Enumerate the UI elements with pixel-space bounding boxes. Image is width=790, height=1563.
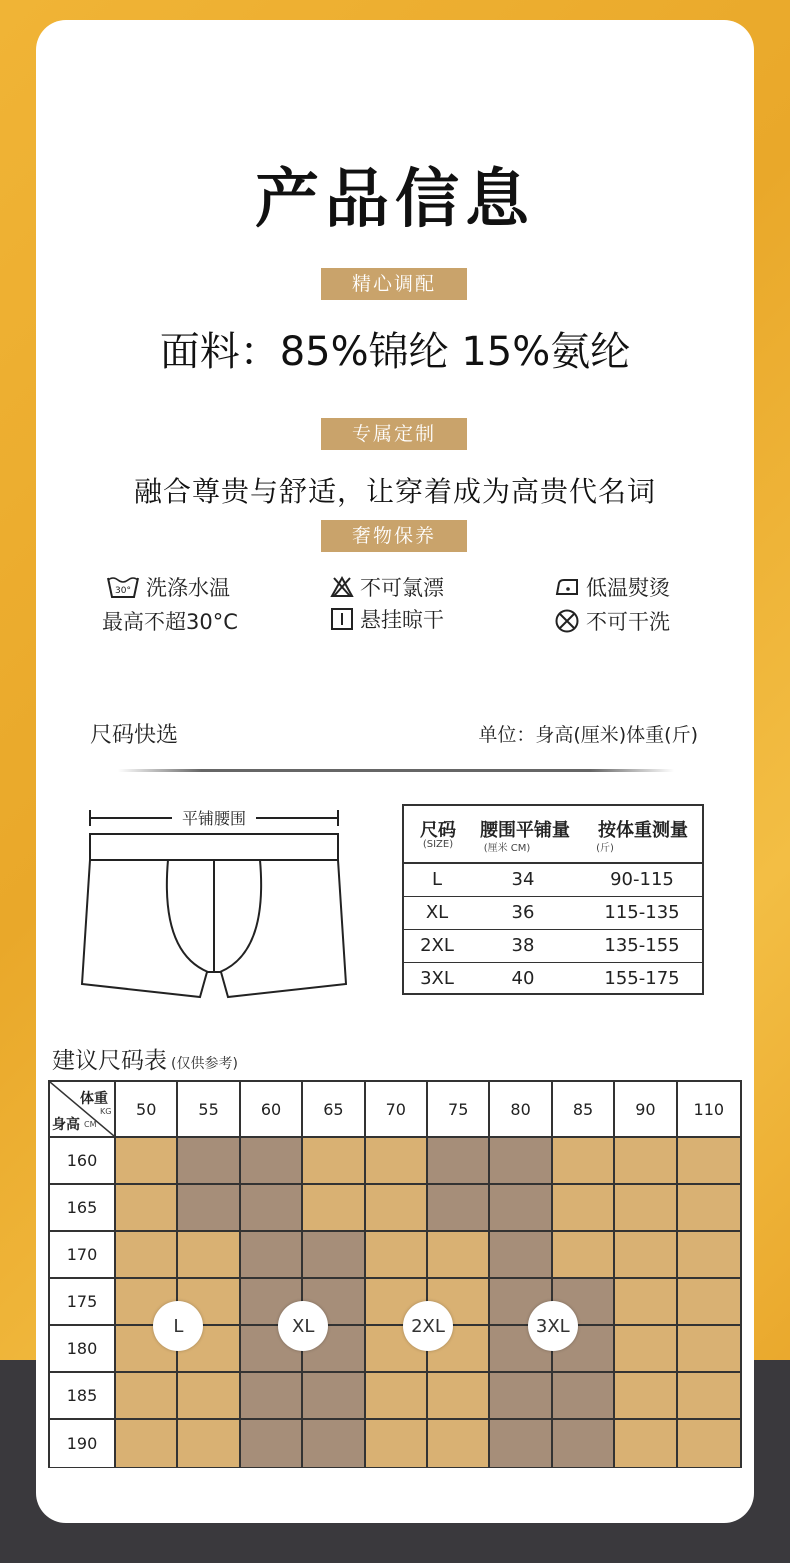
recommend-note: (仅供参考): [171, 1056, 238, 1072]
corner-height-unit: CM: [84, 1120, 97, 1129]
grid-cell-dark: [490, 1420, 552, 1467]
size-table-header: [404, 806, 702, 864]
size-row-3xl: 3XL 40 155-175: [420, 968, 680, 989]
grid-cell-light: [366, 1373, 428, 1420]
size-table: [402, 804, 704, 995]
tag-craft: 精心调配: [321, 268, 467, 300]
height-header: 160: [50, 1138, 116, 1185]
grid-cell-dark: [490, 1138, 552, 1185]
grid-cell-light: [303, 1138, 365, 1185]
grid-cell-dark: [303, 1373, 365, 1420]
grid-cell-light: [178, 1420, 240, 1467]
grid-cell-dark: [241, 1232, 303, 1279]
divider: [118, 769, 674, 772]
weight-header: 90: [615, 1082, 677, 1138]
size-row-l: L 34 90-115: [404, 863, 702, 897]
no-bleach-icon: [330, 575, 354, 599]
care-no-dry-clean: 不可干洗: [554, 606, 670, 636]
grid-corner: [50, 1082, 116, 1138]
height-header: 175: [50, 1279, 116, 1326]
grid-cell-light: [553, 1232, 615, 1279]
height-header: 180: [50, 1326, 116, 1373]
care-low-iron: 低温熨烫: [554, 572, 670, 602]
grid-cell-light: [553, 1138, 615, 1185]
grid-cell-light: [615, 1232, 677, 1279]
grid-cell-light: [678, 1232, 740, 1279]
iron-icon: [554, 575, 580, 599]
grid-cell-light: [366, 1232, 428, 1279]
grid-cell-light: [615, 1279, 677, 1326]
weight-header: 50: [116, 1082, 178, 1138]
grid-cell-light: [553, 1185, 615, 1232]
care-wash-temp-line1: 洗涤水温: [146, 576, 230, 600]
grid-cell-dark: [241, 1373, 303, 1420]
page-title: 产品信息: [255, 163, 535, 237]
header-weight-sub: (斤): [596, 843, 614, 854]
grid-cell-dark: [303, 1420, 365, 1467]
grid-cell-dark: [490, 1232, 552, 1279]
grid-cell-light: [116, 1138, 178, 1185]
grid-cell-light: [366, 1420, 428, 1467]
size-section-title: 尺码快选: [90, 723, 179, 748]
grid-cell-light: [678, 1185, 740, 1232]
weight-header: 110: [678, 1082, 740, 1138]
tag-care: 奢物保养: [321, 520, 467, 552]
grid-cell-light: [366, 1185, 428, 1232]
grid-cell-light: [428, 1420, 490, 1467]
weight-header: 75: [428, 1082, 490, 1138]
waist-label: 平铺腰围: [181, 809, 247, 828]
care-wash-temp: [106, 572, 230, 602]
grid-cell-light: [178, 1373, 240, 1420]
corner-height: 身高: [52, 1117, 80, 1133]
grid-cell-dark: [178, 1185, 240, 1232]
grid-cell-light: [303, 1185, 365, 1232]
hang-dry-icon: [330, 607, 354, 631]
height-header: 170: [50, 1232, 116, 1279]
weight-header: 65: [303, 1082, 365, 1138]
header-size-sub: (SIZE): [422, 839, 454, 850]
grid-cell-dark: [490, 1373, 552, 1420]
corner-weight-unit: KG: [100, 1107, 112, 1116]
grid-cell-dark: [428, 1138, 490, 1185]
height-header: 185: [50, 1373, 116, 1420]
grid-cell-dark: [241, 1138, 303, 1185]
corner-weight: 体重: [80, 1091, 108, 1107]
size-badge: 2XL: [403, 1301, 453, 1351]
weight-header: 85: [553, 1082, 615, 1138]
header-size: 尺码: [420, 820, 456, 841]
grid-cell-light: [615, 1326, 677, 1373]
care-wash-temp-line2: 最高不超30°C: [102, 610, 238, 634]
grid-cell-dark: [490, 1185, 552, 1232]
header-waist-sub: (厘米 CM): [483, 843, 531, 854]
grid-cell-light: [615, 1185, 677, 1232]
weight-header: 60: [241, 1082, 303, 1138]
header-waist: 腰围平铺量: [480, 820, 570, 841]
care-hang-dry: 悬挂晾干: [330, 604, 444, 634]
grid-cell-light: [428, 1232, 490, 1279]
grid-cell-light: [615, 1138, 677, 1185]
grid-cell-dark: [178, 1138, 240, 1185]
recommend-title: 建议尺码表 (仅供参考): [52, 1048, 238, 1074]
grid-cell-dark: [241, 1185, 303, 1232]
grid-cell-light: [678, 1138, 740, 1185]
size-badge: L: [153, 1301, 203, 1351]
unit-note: 单位：身高(厘米)体重(斤): [478, 724, 698, 746]
grid-cell-light: [615, 1373, 677, 1420]
grid-cell-light: [178, 1232, 240, 1279]
grid-cell-dark: [553, 1373, 615, 1420]
grid-cell-light: [678, 1326, 740, 1373]
tag-custom: 专属定制: [321, 418, 467, 450]
grid-cell-dark: [241, 1420, 303, 1467]
grid-cell-light: [116, 1185, 178, 1232]
size-row-2xl: 2XL 38 135-155: [404, 929, 702, 963]
product-info-card: [36, 20, 754, 1523]
weight-header: 70: [366, 1082, 428, 1138]
grid-cell-dark: [303, 1232, 365, 1279]
no-dry-clean-icon: [554, 608, 580, 634]
weight-header: 55: [178, 1082, 240, 1138]
svg-text:30°: 30°: [115, 586, 131, 596]
recommend-grid: [48, 1080, 742, 1468]
grid-cell-dark: [553, 1420, 615, 1467]
grid-cell-light: [428, 1373, 490, 1420]
size-badge: XL: [278, 1301, 328, 1351]
grid-cell-light: [615, 1420, 677, 1467]
header-weight: 按体重测量: [598, 820, 688, 841]
slogan: 融合尊贵与舒适，让穿着成为高贵代名词: [133, 475, 656, 508]
wash-tub-icon: [106, 574, 140, 600]
grid-cell-light: [678, 1420, 740, 1467]
fabric-composition: 面料：85%锦纶 15%氨纶: [159, 329, 631, 375]
grid-cell-light: [678, 1373, 740, 1420]
boxer-diagram: [76, 804, 356, 1004]
grid-cell-light: [116, 1420, 178, 1467]
care-no-bleach: 不可氯漂: [330, 572, 444, 602]
height-header: 190: [50, 1420, 116, 1467]
weight-header: 80: [490, 1082, 552, 1138]
grid-cell-dark: [428, 1185, 490, 1232]
grid-cell-light: [116, 1232, 178, 1279]
size-badge: 3XL: [528, 1301, 578, 1351]
grid-cell-light: [116, 1373, 178, 1420]
grid-cell-light: [678, 1279, 740, 1326]
height-header: 165: [50, 1185, 116, 1232]
grid-cell-light: [366, 1138, 428, 1185]
size-row-xl: XL 36 115-135: [404, 896, 702, 930]
